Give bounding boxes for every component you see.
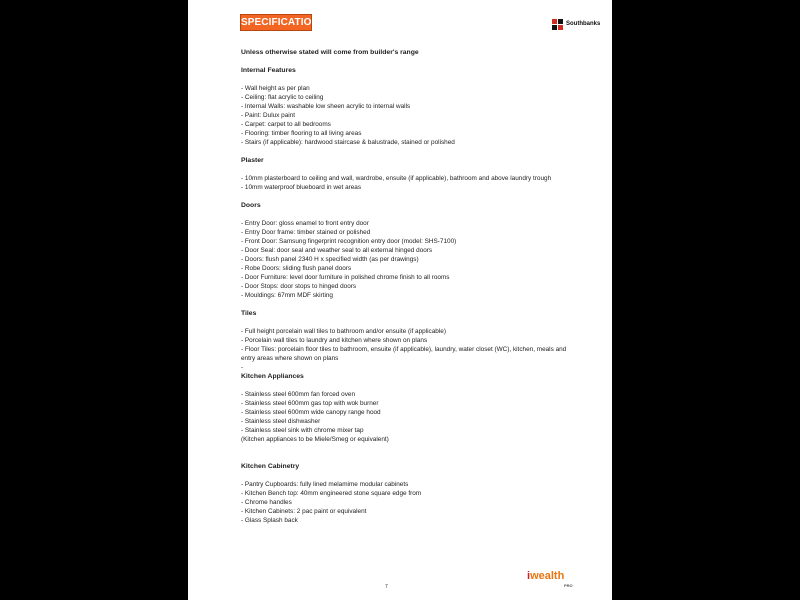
list-item: - Wall height as per plan [241, 85, 310, 92]
list-item: - Mouldings: 67mm MDF skirting [241, 292, 333, 299]
list-item: - Stainless steel sink with chrome mixer tap [241, 427, 364, 434]
list-item: - Stainless steel 600mm fan forced oven [241, 391, 356, 398]
list-item: - Kitchen Cabinets: 2 pac paint or equivalent [241, 508, 367, 515]
list-appliances [241, 390, 591, 444]
list-item: - Door Seal: door seal and weather seal to all external hinged doors [241, 247, 433, 254]
list-item: - Door Furniture: level door furniture in polished chrome finish to all rooms [241, 274, 450, 281]
list-item: - Ceiling: flat acrylic to ceiling [241, 94, 324, 101]
list-item: - [241, 364, 244, 371]
list-item: - Paint: Dulux paint [241, 112, 295, 119]
list-item: - Porcelain wall tiles to laundry and kitchen where shown on plans [241, 337, 428, 344]
logo-sub: PRO [564, 583, 573, 588]
list-item: - 10mm waterproof blueboard in wet areas [241, 184, 362, 191]
list-item: - Stainless steel dishwasher [241, 418, 321, 425]
section-title-cabinetry: Kitchen Cabinetry [241, 463, 300, 470]
intro-text: Unless otherwise stated will come from builder's range [241, 49, 419, 56]
list-item: - Robe Doors: sliding flush panel doors [241, 265, 352, 272]
list-item: - Entry Door: gloss enamel to front entry door [241, 220, 369, 227]
brand-name: Southbanks [566, 21, 601, 27]
list-item: - Stainless steel 600mm gas top with wok burner [241, 400, 379, 407]
list-item: - 10mm plasterboard to ceiling and wall, wardrobe, ensuite (if applicable), bathroom and above laundry trough [241, 175, 552, 182]
list-internal [241, 84, 591, 147]
list-item: - Chrome handles [241, 499, 292, 506]
section-title-doors: Doors [241, 202, 261, 209]
list-item: - Glass Splash back [241, 517, 298, 524]
list-item: - Door Stops: door stops to hinged doors [241, 283, 357, 290]
list-item: - Carpet: carpet to all bedrooms [241, 121, 331, 128]
list-item: - Pantry Cupboards: fully lined melamime modular cabinets [241, 481, 409, 488]
document-page [188, 0, 612, 600]
specifications-badge [240, 14, 326, 31]
page-number: 7 [385, 584, 388, 590]
list-item: - Stainless steel 600mm wide canopy range hood [241, 409, 381, 416]
specifications-title: SPECIFICATIONS [241, 17, 326, 28]
list-item: - Stairs (if applicable): hardwood staircase & balustrade, stained or polished [241, 139, 455, 146]
list-item: - Front Door: Samsung fingerprint recognition entry door (model: SHS-7100) [241, 238, 457, 245]
list-item: (Kitchen appliances to be Miele/Smeg or equivalent) [241, 436, 389, 443]
list-item: - Entry Door frame: timber stained or polished [241, 229, 371, 236]
list-plaster [241, 174, 591, 192]
list-item: - Kitchen Bench top: 40mm engineered stone square edge from [241, 490, 422, 497]
iwealth-pro-logo [527, 570, 564, 582]
logo-prefix: i [527, 570, 531, 582]
section-title-plaster: Plaster [241, 157, 264, 164]
list-item: - Doors: flush panel 2340 H x specified width (as per drawings) [241, 256, 419, 263]
list-item: - Flooring: timber flooring to all living areas [241, 130, 362, 137]
list-item: - Internal Walls: washable low sheen acrylic to internal walls [241, 103, 411, 110]
list-doors [241, 219, 591, 300]
southbanks-logo-icon [552, 19, 564, 31]
list-item: - Floor Tiles: porcelain floor tiles to bathroom, ensuite (if applicable), laundry, water closet (WC), kitchen, meals and [241, 346, 567, 353]
spec-content [241, 48, 591, 525]
list-tiles [241, 327, 591, 372]
section-title-tiles: Tiles [241, 310, 257, 317]
list-item: - Full height porcelain wall tiles to bathroom and/or ensuite (if applicable) [241, 328, 446, 335]
section-title-appliances: Kitchen Appliances [241, 373, 304, 380]
list-cabinetry [241, 480, 591, 525]
logo-main: wealth [530, 570, 565, 582]
list-item: entry areas where shown on plans [241, 355, 339, 362]
section-title-internal: Internal Features [241, 67, 296, 74]
